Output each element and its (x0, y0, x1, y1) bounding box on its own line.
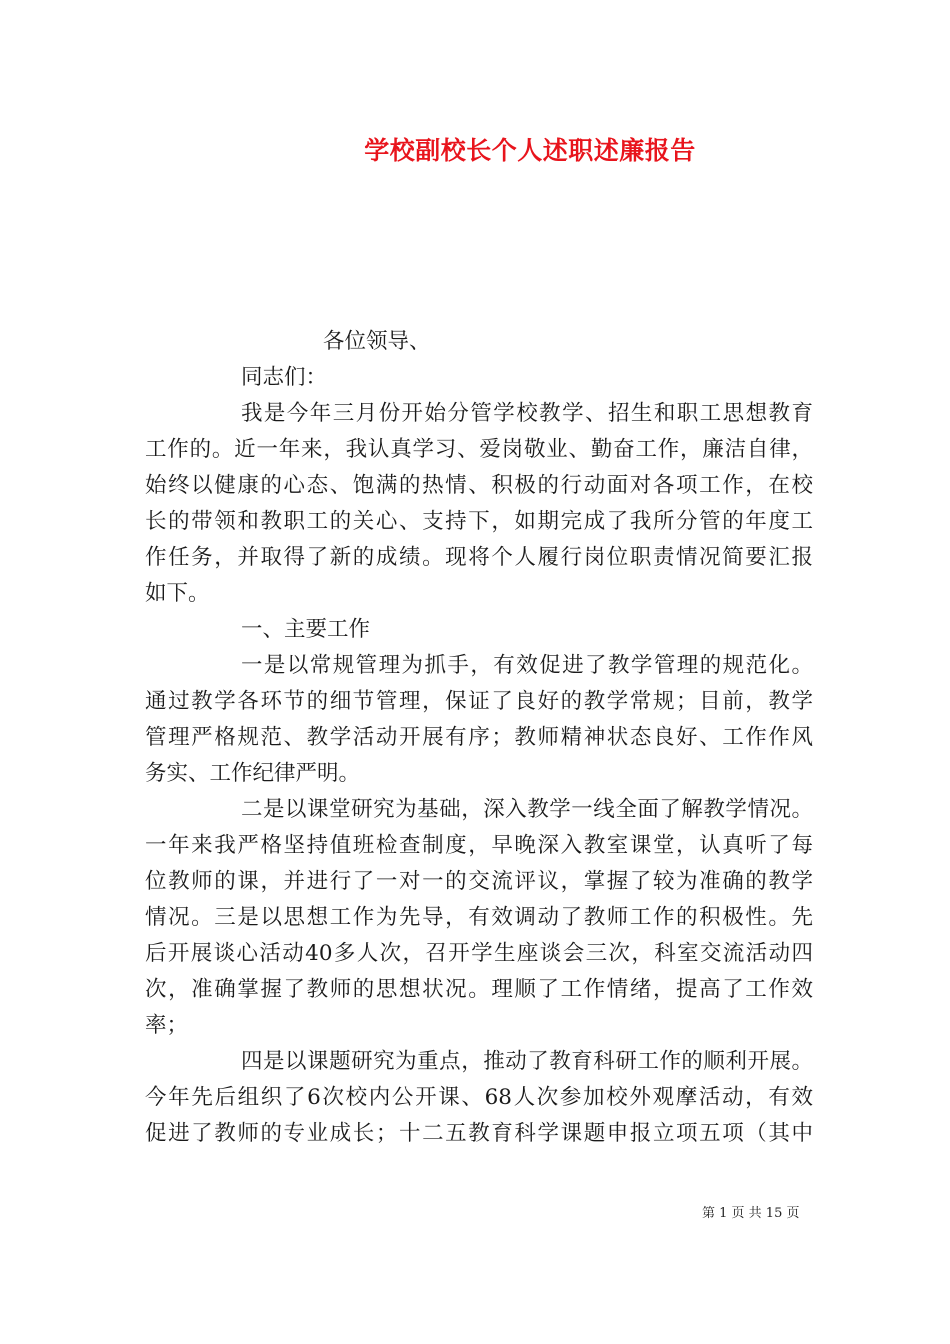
paragraph-line: 管理严格规范、教学活动开展有序；教师精神状态良好、工作作风 (145, 725, 813, 750)
paragraph-line: 长的带领和教职工的关心、支持下，如期完成了我所分管的年度工 (145, 509, 813, 534)
paragraph-line: 务实、工作纪律严明。 (145, 761, 361, 786)
section-heading: 一、主要工作 (241, 617, 371, 642)
paragraph-line: 四是以课题研究为重点，推动了教育科研工作的顺利开展。 (241, 1049, 813, 1074)
salutation-line: 各位领导、 (323, 329, 431, 354)
paragraph-line: 工作的。近一年来，我认真学习、爱岗敬业、勤奋工作，廉洁自律， (145, 437, 813, 462)
paragraph-line: 一是以常规管理为抓手，有效促进了教学管理的规范化。 (241, 653, 813, 678)
paragraph-line: 始终以健康的心态、饱满的热情、积极的行动面对各项工作，在校 (145, 473, 813, 498)
paragraph-line: 位教师的课，并进行了一对一的交流评议，掌握了较为准确的教学 (145, 869, 813, 894)
paragraph-line: 次，准确掌握了教师的思想状况。理顺了工作情绪，提高了工作效 (145, 977, 813, 1002)
paragraph-line: 一年来我严格坚持值班检查制度，早晚深入教室课堂，认真听了每 (145, 833, 813, 858)
paragraph-line: 二是以课堂研究为基础，深入教学一线全面了解教学情况。 (241, 797, 813, 822)
paragraph-line: 情况。三是以思想工作为先导，有效调动了教师工作的积极性。先 (145, 905, 813, 930)
paragraph-line: 如下。 (145, 581, 210, 606)
paragraph-line: 作任务，并取得了新的成绩。现将个人履行岗位职责情况简要汇报 (145, 545, 813, 570)
page-number: 第 1 页 共 15 页 (702, 1206, 800, 1221)
document-body (145, 324, 813, 1152)
paragraph-line: 促进了教师的专业成长；十二五教育科学课题申报立项五项（其中 (145, 1121, 813, 1146)
paragraph-line: 今年先后组织了6次校内公开课、68人次参加校外观摩活动，有效 (145, 1085, 813, 1110)
paragraph-line: 后开展谈心活动40多人次，召开学生座谈会三次，科室交流活动四 (145, 941, 813, 966)
document-title: 学校副校长个人述职述廉报告 (364, 136, 696, 165)
salutation-line: 同志们： (241, 365, 328, 390)
paragraph-line: 率； (145, 1013, 189, 1038)
paragraph-line: 通过教学各环节的细节管理，保证了良好的教学常规；目前，教学 (145, 689, 813, 714)
paragraph-line: 我是今年三月份开始分管学校教学、招生和职工思想教育 (241, 401, 813, 426)
